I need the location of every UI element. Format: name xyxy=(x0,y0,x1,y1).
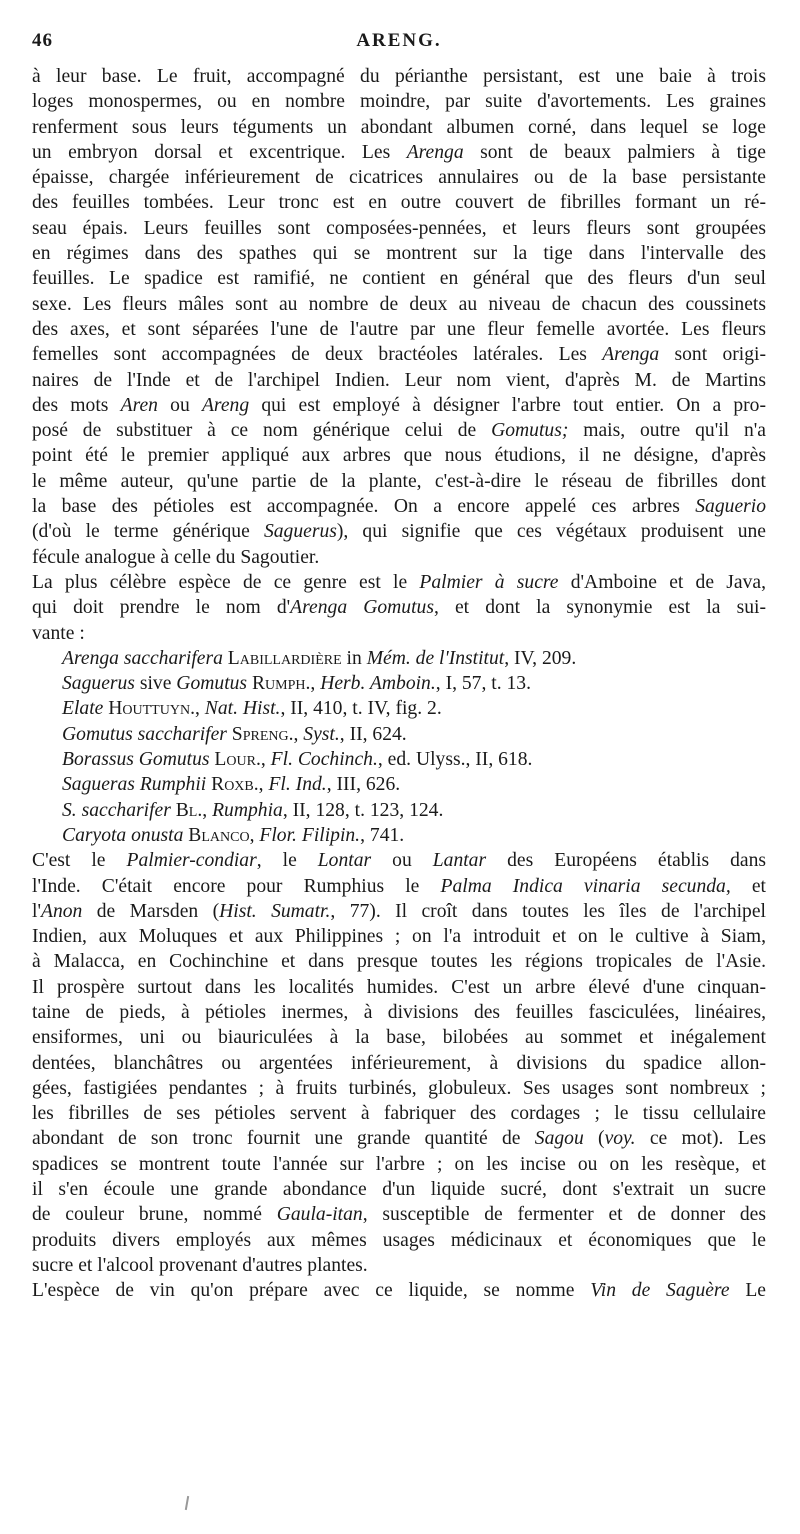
text-segment: à Malacca, en Cochinchine et dans presque toutes les régions tropicales de l'Asie. xyxy=(32,951,766,973)
text-line xyxy=(32,89,766,114)
text-line xyxy=(32,368,766,393)
italic-text: Arenga xyxy=(602,344,660,366)
text-segment: qui est employé à désigner l'arbre tout entier. On a pro- xyxy=(249,394,766,416)
text-segment: de Marsden ( xyxy=(82,900,220,922)
text-line xyxy=(32,418,766,443)
text-segment: (d'où le terme générique xyxy=(32,521,264,543)
text-segment: taine de pieds, à pétioles inermes, à divisions des feuilles fasciculées, linéaires, xyxy=(32,1001,766,1023)
text-segment: épaisse, chargée inférieurement de cicatrices annulaires ou de la base persistante xyxy=(32,167,766,189)
text-segment: l'Inde. C'était encore pour Rumphius le xyxy=(32,875,441,897)
text-segment: loges monospermes, ou en nombre moindre, par suite d'avortements. Les graines xyxy=(32,91,766,113)
text-line xyxy=(32,975,766,1000)
text-line xyxy=(32,1025,766,1050)
italic-text: Syst. xyxy=(303,723,340,745)
synonym-line xyxy=(32,722,766,747)
text-line xyxy=(32,292,766,317)
text-segment: femelles sont accompagnées de deux bractéoles latérales. Les xyxy=(32,344,603,366)
text-line xyxy=(32,64,766,89)
text-segment: , I, 57, t. 13. xyxy=(435,673,532,695)
text-segment: spadices se montrent toute l'année sur l'arbre ; on les incise ou on les resèque, et xyxy=(32,1153,766,1175)
text-segment: à leur base. Le fruit, accompagné du périanthe persistant, est une baie à trois xyxy=(32,66,766,87)
text-line xyxy=(32,469,766,494)
italic-text: Palmier-condiar xyxy=(126,850,257,872)
text-segment: Il prospère surtout dans les localités humides. C'est un arbre élevé d'une cinquan- xyxy=(32,976,766,998)
text-segment: des Européens établis dans xyxy=(486,850,766,872)
text-segment: fécule analogue à celle du Sagoutier. xyxy=(32,546,320,568)
text-segment: ( xyxy=(583,1128,605,1150)
text-segment: des feuilles tombées. Leur tronc est en outre couvert de fibrilles formant un ré- xyxy=(32,192,766,214)
italic-text: Saguerio xyxy=(695,496,766,518)
italic-text: Gomutus; xyxy=(491,420,569,442)
text-segment: , II, 410, t. IV, fig. 2. xyxy=(280,698,442,720)
text-segment: posé de substituer à ce nom générique celui de xyxy=(32,420,492,442)
text-segment: ), qui signifie que ces végétaux produisent une xyxy=(336,521,766,543)
text-segment: d'Amboine et de Java, xyxy=(558,571,766,593)
text-segment: , xyxy=(293,723,304,745)
italic-text: Arenga xyxy=(406,141,464,163)
text-line xyxy=(32,241,766,266)
text-segment: in xyxy=(341,647,367,669)
text-segment: , et dont la synonymie est la sui- xyxy=(433,597,766,619)
text-line xyxy=(32,1126,766,1151)
text-line xyxy=(32,874,766,899)
author-name: Rumph. xyxy=(247,673,311,695)
text-segment: un embryon dorsal et excentrique. Les xyxy=(32,141,407,163)
text-segment: la base des pétioles est accompagnée. On a encore appelé ces arbres xyxy=(32,496,696,518)
text-segment: sexe. Les fleurs mâles sont au nombre de deux au niveau de chacun des coussinets xyxy=(32,293,766,315)
text-line xyxy=(32,899,766,924)
author-name: Labillardière xyxy=(222,647,342,669)
author-name: Lour. xyxy=(209,749,261,771)
text-segment: , III, 626. xyxy=(326,774,401,796)
italic-text: Lontar xyxy=(317,850,372,872)
text-line xyxy=(32,545,766,570)
italic-text: Caryota onusta xyxy=(62,824,184,846)
text-line xyxy=(32,570,766,595)
page-header xyxy=(32,30,766,60)
text-line xyxy=(32,621,766,646)
text-segment: , xyxy=(249,824,260,846)
italic-text: Arenga saccharifera xyxy=(62,647,223,669)
text-line xyxy=(32,140,766,165)
text-line xyxy=(32,216,766,241)
text-segment: La plus célèbre espèce de ce genre est le xyxy=(32,571,420,593)
italic-text: Lantar xyxy=(432,850,487,872)
text-segment: C'est le xyxy=(32,850,127,872)
text-segment: sucre et l'alcool provenant d'autres plantes. xyxy=(32,1254,368,1276)
text-segment: Indien, aux Moluques et aux Philippines ; on l'a introduit et on le cultive à Siam, xyxy=(32,926,766,948)
text-line xyxy=(32,115,766,140)
text-line xyxy=(32,519,766,544)
text-segment: les fibrilles de ses pétioles servent à fabriquer des cordages ; le tissu cellulaire xyxy=(32,1103,766,1125)
text-segment: dentées, blanchâtres ou argentées inférieurement, à divisions du spadice allon- xyxy=(32,1052,766,1074)
text-segment: des axes, et sont séparées l'une de l'autre par une fleur femelle avortée. Les fleurs xyxy=(32,318,766,340)
text-line xyxy=(32,1253,766,1278)
synonym-line xyxy=(32,646,766,671)
text-line xyxy=(32,317,766,342)
italic-text: Sagou xyxy=(534,1128,584,1150)
text-segment: sont de beaux palmiers à tige xyxy=(463,141,766,163)
italic-text: Fl. Ind. xyxy=(268,774,327,796)
text-line xyxy=(32,1228,766,1253)
text-segment: , 77). Il croît dans toutes les îles de l'archipel xyxy=(330,900,766,922)
author-name: Blanco xyxy=(183,824,250,846)
text-line xyxy=(32,393,766,418)
italic-text: Nat. Hist. xyxy=(204,698,281,720)
text-segment: et xyxy=(730,875,766,897)
italic-text: Elate xyxy=(62,698,104,720)
italic-text: Gomutus saccharifer xyxy=(62,723,227,745)
italic-text: Gomutus xyxy=(176,673,248,695)
synonym-line xyxy=(32,798,766,823)
italic-text: Flor. Filipin. xyxy=(259,824,361,846)
author-name: Spreng. xyxy=(226,723,294,745)
synonym-line xyxy=(32,747,766,772)
pencil-mark xyxy=(185,1496,189,1510)
text-line xyxy=(32,1000,766,1025)
text-segment: produits divers employés aux mêmes usages médicinaux et économiques que le xyxy=(32,1229,766,1251)
text-segment: sive xyxy=(134,673,177,695)
text-segment: renferment sous leurs téguments un abondant albumen corné, dans lequel se loge xyxy=(32,116,766,138)
running-head: ARENG. xyxy=(356,30,442,51)
text-segment: mais, outre qu'il n'a xyxy=(568,420,766,442)
text-segment: , ed. Ulyss., II, 618. xyxy=(377,749,533,771)
italic-text: Aren xyxy=(120,394,158,416)
text-segment: , IV, 209. xyxy=(504,647,577,669)
text-line xyxy=(32,1278,766,1303)
text-segment: , II, 624. xyxy=(339,723,407,745)
text-line xyxy=(32,1076,766,1101)
text-segment: des mots xyxy=(32,394,121,416)
text-segment: L'espèce de vin qu'on prépare avec ce liquide, se nomme xyxy=(32,1280,591,1302)
synonym-line xyxy=(32,671,766,696)
italic-text: Sagueras Rumphii xyxy=(62,774,207,796)
text-line xyxy=(32,595,766,620)
text-segment: de couleur brune, nommé xyxy=(32,1204,277,1226)
text-segment: , xyxy=(202,799,213,821)
italic-text: Arenga Gomutus xyxy=(290,597,434,619)
text-segment: abondant de son tronc fournit une grande quantité de xyxy=(32,1128,535,1150)
italic-text: Vin de Saguère xyxy=(590,1280,730,1302)
text-segment: vante : xyxy=(32,622,85,644)
italic-text: voy. xyxy=(604,1128,636,1150)
italic-text: Palma Indica vinaria secunda, xyxy=(440,875,731,897)
italic-text: Gaula-itan xyxy=(276,1204,363,1226)
italic-text: Saguerus xyxy=(62,673,135,695)
author-name: Bl. xyxy=(170,799,203,821)
text-segment: feuilles. Le spadice est ramifié, ne contient en général que des fleurs d'un seul xyxy=(32,268,766,290)
synonym-line xyxy=(32,823,766,848)
text-line xyxy=(32,1152,766,1177)
text-segment: point été le premier appliqué aux arbres que nous étudions, il ne désigne, d'après xyxy=(32,445,766,467)
text-segment: , le xyxy=(256,850,318,872)
italic-text: Palmier à sucre xyxy=(419,571,559,593)
text-line xyxy=(32,165,766,190)
text-line xyxy=(32,494,766,519)
text-segment: Le xyxy=(729,1280,766,1302)
synonym-line xyxy=(32,696,766,721)
text-segment: ou xyxy=(157,394,202,416)
italic-text: Herb. Amboin. xyxy=(320,673,436,695)
author-name: Houttuyn. xyxy=(103,698,195,720)
italic-text: Anon xyxy=(40,900,83,922)
text-segment: , 741. xyxy=(360,824,405,846)
text-segment: , xyxy=(260,749,271,771)
italic-text: Fl. Cochinch. xyxy=(270,749,378,771)
page-number: 46 xyxy=(32,30,53,51)
text-segment: qui doit prendre le nom d' xyxy=(32,597,291,619)
text-segment: naires de l'Inde et de l'archipel Indien. Leur nom vient, d'après M. de Martins xyxy=(32,369,766,391)
text-segment: sont origi- xyxy=(659,344,766,366)
italic-text: Rumphia xyxy=(212,799,283,821)
text-segment: , II, 128, t. 123, 124. xyxy=(282,799,444,821)
italic-text: S. saccharifer xyxy=(62,799,171,821)
text-line xyxy=(32,949,766,974)
text-segment: , xyxy=(310,673,321,695)
text-segment: gées, fastigiées pendantes ; à fruits turbinés, globuleux. Ses usages sont nombreux ; xyxy=(32,1077,766,1099)
italic-text: Mém. de l'Institut xyxy=(366,647,505,669)
text-line xyxy=(32,342,766,367)
text-segment: ensiformes, uni ou biauriculées à la base, bilobées au sommet et inégalement xyxy=(32,1027,766,1049)
italic-text: Hist. Sumatr. xyxy=(219,900,331,922)
text-segment: le même auteur, qu'une partie de la plante, c'est-à-dire le réseau de fibrilles dont xyxy=(32,470,766,492)
text-segment: seau épais. Leurs feuilles sont composées-pennées, et leurs fleurs sont groupées xyxy=(32,217,766,239)
text-segment: , xyxy=(194,698,205,720)
text-segment: il s'en écoule une grande abondance d'un liquide sucré, dont s'extrait un sucre xyxy=(32,1179,766,1201)
text-segment: l' xyxy=(32,900,41,922)
author-name: Roxb. xyxy=(206,774,259,796)
text-line xyxy=(32,443,766,468)
text-segment: ce mot). Les xyxy=(635,1128,766,1150)
text-line xyxy=(32,1202,766,1227)
italic-text: Borassus Gomutus xyxy=(62,749,210,771)
text-line xyxy=(32,266,766,291)
synonym-line xyxy=(32,772,766,797)
text-line xyxy=(32,1051,766,1076)
italic-text: Areng xyxy=(201,394,250,416)
text-line xyxy=(32,1177,766,1202)
text-segment: ou xyxy=(371,850,433,872)
text-segment: , susceptible de fermenter et de donner des xyxy=(362,1204,766,1226)
text-line xyxy=(32,924,766,949)
body-text xyxy=(32,64,766,1304)
text-line xyxy=(32,848,766,873)
text-segment: , xyxy=(258,774,269,796)
text-line xyxy=(32,190,766,215)
text-segment: en régimes dans des spathes qui se montrent sur la tige dans l'intervalle des xyxy=(32,243,766,265)
text-line xyxy=(32,1101,766,1126)
italic-text: Saguerus xyxy=(263,521,337,543)
